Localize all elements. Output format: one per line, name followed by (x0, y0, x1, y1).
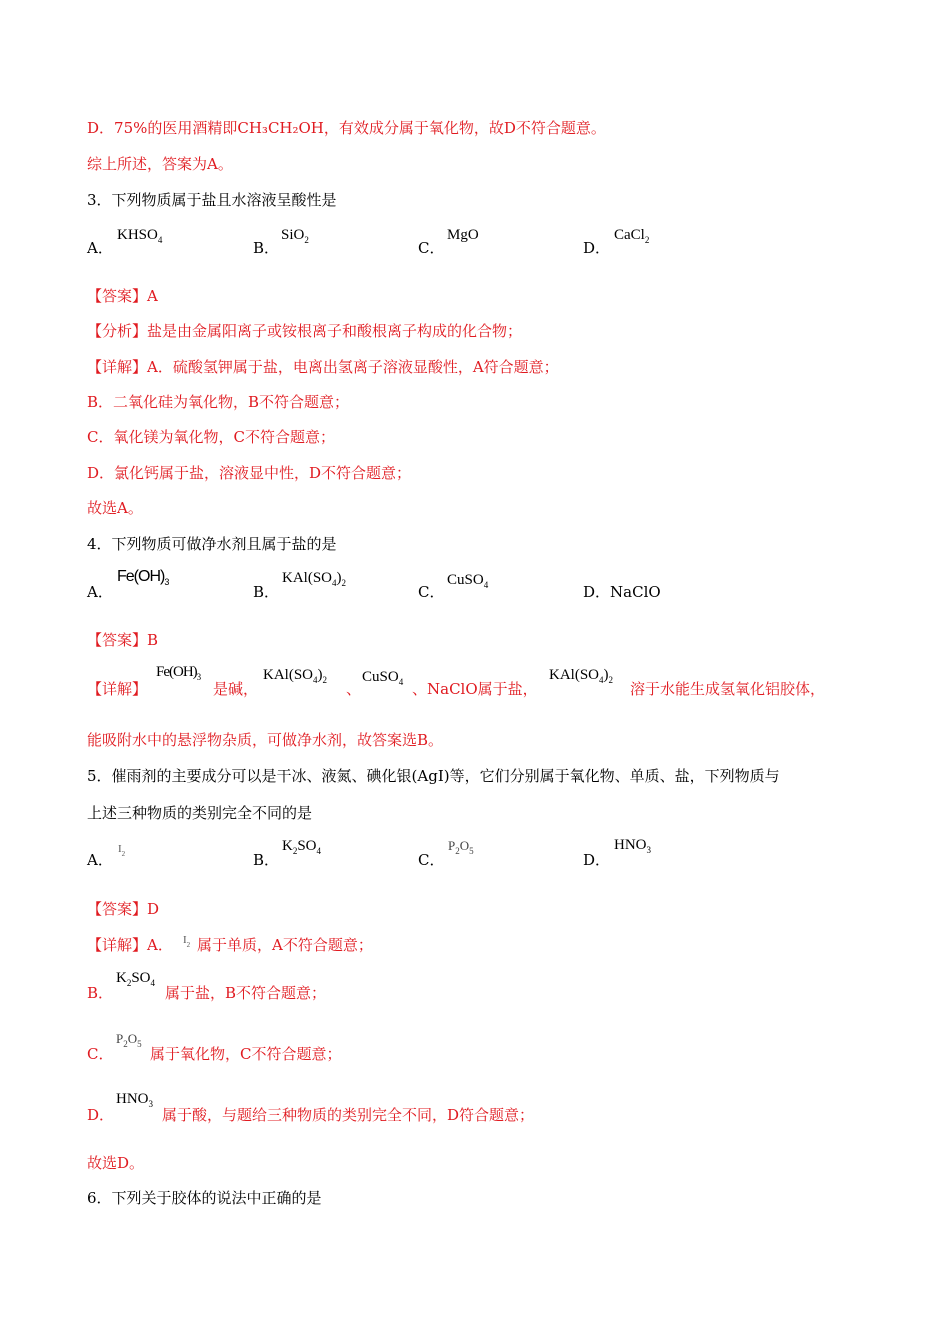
q4-detail-formula-kal: $KAl(SO_4)_2$ (263, 667, 328, 685)
q5-detail-d-prefix: D． (87, 1106, 115, 1124)
q3-option-d-formula: CaCl$_2$ (614, 227, 650, 245)
q3-conclusion: 故选A。 (87, 499, 143, 517)
q3-option-c-label: C． (418, 239, 445, 257)
q3-option-b-formula: SiO$_2$ (281, 227, 309, 245)
q4-option-b-formula: $KAl(SO_4)_2$ (282, 570, 347, 588)
q3-option-c-formula: MgO (447, 227, 479, 243)
q5-option-c-formula: $P_2O_5$ (448, 838, 474, 856)
q5-option-c-label: C． (418, 851, 445, 869)
q5-detail-a-text: 属于单质，A不符合题意； (197, 936, 373, 954)
q5-conclusion: 故选D。 (87, 1154, 145, 1172)
summary-line: 综上所述，答案为A。 (87, 155, 233, 173)
question-4: 4．下列物质可做净水剂且属于盐的是 (87, 535, 337, 553)
q4-option-c-label: C． (418, 583, 445, 601)
q5-detail-a-formula: $I_2$ (183, 934, 191, 949)
q3-detail-c: C．氧化镁为氧化物，C不符合题意； (87, 428, 335, 446)
q3-option-a-formula: $KHSO_4$ (117, 227, 163, 245)
q4-detail-formula-cuso4: CuSO$_4$ (362, 669, 404, 687)
q4-option-b-label: B． (253, 583, 280, 601)
q5-detail-b-formula: $K_2SO_4$ (116, 970, 156, 988)
q3-detail-a: 【详解】A．硫酸氢钾属于盐，电离出氢离子溶液显酸性，A符合题意； (87, 358, 559, 376)
q4-detail-continued: 能吸附水中的悬浮物杂质，可做净水剂，故答案选B。 (87, 731, 444, 749)
q3-option-d-label: D． (583, 239, 611, 257)
question-5-line-1: 5．催雨剂的主要成分可以是干冰、液氮、碘化银(AgI)等，它们分别属于氧化物、单质、盐，下列物质与 (87, 767, 780, 785)
q3-detail-b: B．二氧化硅为氧化物，B不符合题意； (87, 393, 350, 411)
q5-option-a-label: A． (87, 851, 113, 869)
q5-detail-d-text: 属于酸，与题给三种物质的类别完全不同，D符合题意； (162, 1106, 535, 1124)
q4-detail-text-1: 是碱， (213, 680, 259, 698)
q5-detail-c-prefix: C． (87, 1045, 114, 1063)
question-3: 3．下列物质属于盐且水溶液呈酸性是 (87, 191, 337, 209)
q5-detail-c-text: 属于氧化物，C不符合题意； (150, 1045, 342, 1063)
q5-option-b-label: B． (253, 851, 280, 869)
q4-option-a-formula: $Fe(OH)_3$ (117, 568, 169, 587)
question-5-line-2: 上述三种物质的类别完全不同的是 (87, 804, 313, 822)
q3-answer: 【答案】A (87, 287, 158, 305)
q5-option-a-formula: $I_2$ (118, 843, 126, 858)
q3-option-a-label: A． (87, 239, 113, 257)
q4-detail-prefix: 【详解】 (87, 680, 148, 698)
q5-option-d-label: D． (583, 851, 611, 869)
q4-detail-text-2: 、 (346, 680, 362, 698)
q5-answer: 【答案】D (87, 900, 160, 918)
q3-detail-d: D．氯化钙属于盐，溶液显中性，D不符合题意； (87, 464, 412, 482)
q4-detail-text-3: 、NaClO属于盐， (412, 680, 538, 698)
q3-analysis: 【分析】盐是由金属阳离子或铵根离子和酸根离子构成的化合物； (87, 322, 523, 340)
question-6: 6．下列关于胶体的说法中正确的是 (87, 1189, 322, 1207)
q3-option-b-label: B． (253, 239, 280, 257)
q4-detail-text-4: 溶于水能生成氢氧化铝胶体， (630, 680, 826, 698)
q5-detail-a-prefix: 【详解】A． (87, 936, 173, 954)
q4-option-c-formula: CuSO$_4$ (447, 572, 489, 590)
q4-option-a-label: A． (87, 583, 113, 601)
q5-detail-c-formula: $P_2O_5$ (116, 1031, 142, 1049)
q5-option-b-formula: $K_2SO_4$ (282, 838, 322, 856)
q4-answer: 【答案】B (87, 631, 159, 649)
q4-detail-formula-feoh3: $Fe(OH)_3$ (156, 664, 201, 682)
q5-detail-d-formula: $HNO_3$ (116, 1091, 153, 1109)
explanation-line: D．75%的医用酒精即CH₃CH₂OH，有效成分属于氧化物，故D不符合题意。 (87, 119, 606, 137)
q5-detail-b-prefix: B． (87, 984, 114, 1002)
q5-detail-b-text: 属于盐，B不符合题意； (165, 984, 327, 1002)
q5-option-d-formula: $HNO_3$ (614, 837, 651, 855)
q4-detail-formula-kal-2: $KAl(SO_4)_2$ (549, 667, 614, 685)
q4-option-d: D．NaClO (583, 583, 661, 601)
